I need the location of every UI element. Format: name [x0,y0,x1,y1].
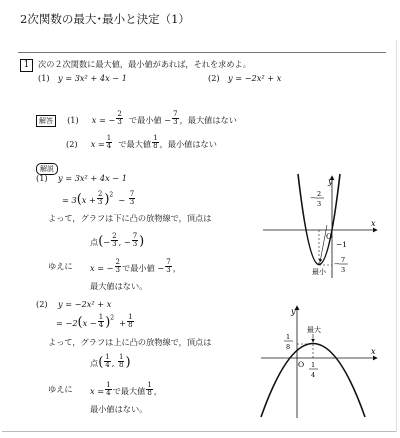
bottom-border [2,431,396,432]
fraction: $\frac{1}{4}$ [106,134,112,150]
svg-text:4: 4 [311,371,316,379]
graph-1 [255,170,385,282]
fraction: $\frac{7}{3}$ [129,190,135,206]
answer-line-1: 解答 (1) x = − $\frac{2}{3}$ で最小値 − $\frac{7}{3}$ ，最大値はない [36,110,237,126]
explanation-badge-wrap [36,158,58,174]
fraction: $\frac{1}{4}$ [106,381,111,397]
fraction: $\frac{2}{3}$ [97,190,103,206]
svg-text:7: 7 [341,256,346,264]
fraction: $\frac{7}{3}$ [166,258,171,274]
e1-step: = 3(x + $\frac{2}{3}$ )$^2$ − $\frac{7}{3}$ [62,190,135,207]
fraction: $\frac{1}{4}$ [105,353,110,369]
x-label: x [371,347,376,356]
problem-number: 1 [20,59,33,72]
graph-2 [255,300,385,422]
fraction: $\frac{2}{3}$ [112,232,117,248]
right-border [396,40,397,432]
e2-text: よって，グラフは上に凸の放物線で，頂点は [48,337,212,347]
problem-sub2-label: (2) [208,73,220,83]
y-intercept-label: −1 [336,240,348,249]
fraction: $\frac{1}{8}$ [128,313,133,329]
title-rule [18,52,386,53]
fraction: $\frac{2}{3}$ [115,258,121,274]
svg-text:2: 2 [317,190,322,198]
e2-conclusion: x = $\frac{1}{4}$ で最大値 $\frac{1}{8}$ ， [90,381,162,397]
explanation-badge: 解説 [36,163,58,175]
problem-sub1-label: (1) [38,73,50,83]
min-label: 最小 [312,268,326,276]
y-label: y [291,307,296,316]
e1-vertex: 点(− $\frac{2}{3}$ , − $\frac{7}{3}$ ) [90,232,145,249]
e1-conclusion: x = − $\frac{2}{3}$ で最小値 − $\frac{7}{3}$ ， [90,258,181,274]
svg-text:3: 3 [341,266,346,274]
problem-sub2-expr: y = −2x² + x [228,73,282,83]
fraction: $\frac{7}{3}$ [132,232,138,248]
svg-text:1: 1 [286,333,291,341]
problem-statement: 次の２次関数に最大値，最小値があれば，それを求めよ。 [38,59,251,69]
svg-text:−: − [310,194,316,202]
fraction: $\frac{1}{8}$ [147,381,152,397]
svg-text:1: 1 [311,361,316,369]
e2-step: = −2(x − $\frac{1}{4}$ )$^2$ + $\frac{1}{8}$ [56,313,133,330]
page-title: 2次関数の最大･最小と決定（1） [20,12,190,26]
fraction: $\frac{1}{4}$ [98,313,104,329]
svg-text:−: − [334,260,340,268]
svg-text:8: 8 [286,343,291,351]
page: 2次関数の最大･最小と決定（1） 1 次の２次関数に最大値，最小値があれば，それを求めよ。 (1) y = 3x² + 4x − 1 (2) y = −2x² + x 解答 (1) x = − $\frac{2}{3}$ で最小値 − $\frac{7}{3}$ ，最大値はない (2) x = $\frac{1}{4}$ で最大値 $\frac{1}{8}$ ，最小値はない 解説 (1) y = 3x² + 4x − 1 = 3(x + $\frac{2}{3}$ )$^2$ − $\frac{7}{3}$ よって，グラフは下に凸の放物線で，頂点は 点(− $\frac{2}{3}$ , − $\frac{7}{3}$ ) ゆえに x = − $\frac{2}{3}$ で最小値 − $\frac{7}{3}$ ， 最大値はない。 (2) y = −2x² + x = −2(x − $\frac{1}{4}$ )$^2$ + $\frac{1}{8}$ よって，グラフは上に凸の放物線で，頂点は 点( $\frac{1}{4}$ , $\frac{1}{8}$ ) ゆえに x = $\frac{1}{4}$ で最大値 $\frac{1}{8}$ ， 最小値はない。 y x O −1 − 2 3 − 7 3 最小 y x O 1 8 1 4 最大 [0,0,400,438]
fraction: $\frac{1}{8}$ [153,134,158,150]
origin-label: O [298,360,305,369]
fraction: $\frac{7}{3}$ [173,110,178,126]
fraction: $\frac{1}{8}$ [118,353,124,369]
fraction: $\frac{2}{3}$ [117,110,122,126]
origin-label: O [326,232,333,241]
x-label: x [371,219,376,228]
answer-badge: 解答 [36,115,56,127]
e2-vertex: 点( $\frac{1}{4}$ , $\frac{1}{8}$ ) [90,353,131,370]
svg-text:3: 3 [317,200,322,208]
y-label: y [328,177,333,186]
max-label: 最大 [307,326,321,334]
e2-expr: y = −2x² + x [58,299,112,309]
e1-expr: y = 3x² + 4x − 1 [58,173,127,183]
parabola-2 [261,344,365,418]
problem-sub1-expr: y = 3x² + 4x − 1 [58,73,127,83]
e1-text: よって，グラフは下に凸の放物線で，頂点は [48,213,212,223]
answer-line-2: (2) x = $\frac{1}{4}$ で最大値 $\frac{1}{8}$ ，最小値はない [66,134,217,150]
